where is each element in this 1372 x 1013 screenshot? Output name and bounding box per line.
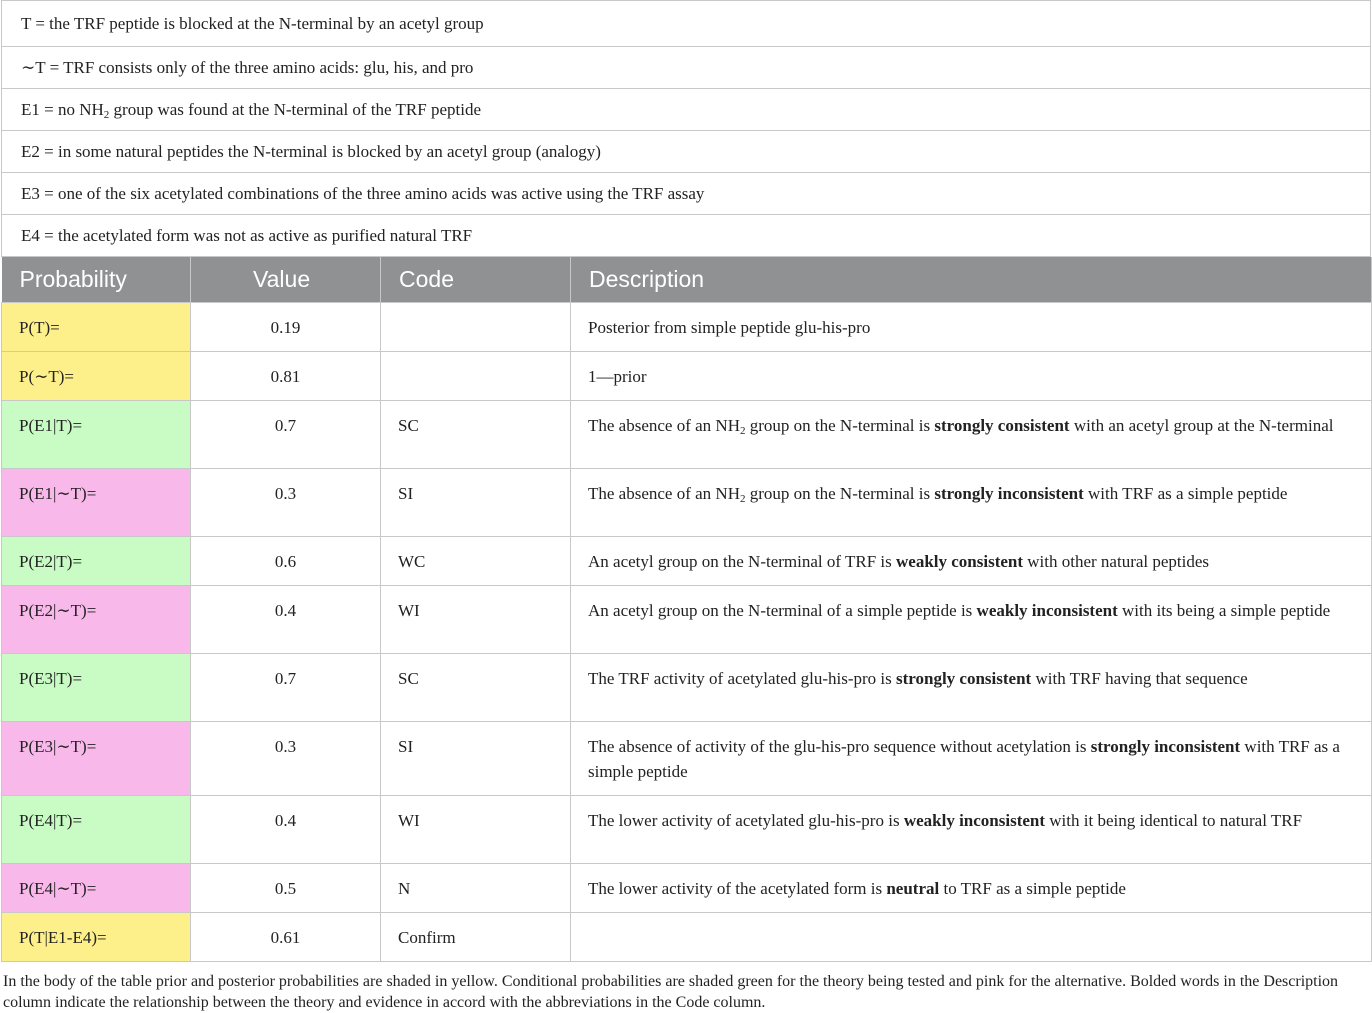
relationship-term: weakly consistent <box>896 551 1024 571</box>
code-cell <box>381 351 571 400</box>
probability-cell: P(E1|∼T)= <box>2 468 191 536</box>
code-cell: SC <box>381 400 571 468</box>
definition-e4: E4 = the acetylated form was not as active as purified natural TRF <box>2 215 1371 257</box>
relationship-term: strongly inconsistent <box>1090 736 1241 756</box>
table-row <box>2 721 1372 795</box>
value-cell: 0.4 <box>191 585 381 653</box>
definition-row <box>2 1 1371 47</box>
table-row <box>2 863 1372 912</box>
description-text: with TRF having that sequence <box>1031 668 1248 688</box>
value-cell: 0.81 <box>191 351 381 400</box>
table-row <box>2 585 1372 653</box>
definition-e1-subscript: 2 <box>103 108 110 121</box>
description-text: An acetyl group on the N-terminal of TRF is <box>588 551 896 571</box>
description-text: The lower activity of acetylated glu-his-pro is <box>588 810 904 830</box>
table-row <box>2 653 1372 721</box>
value-cell: 0.6 <box>191 536 381 585</box>
table-footnote: In the body of the table prior and posterior probabilities are shaded in yellow. Conditional probabilities are shaded green for the theory being tested and pink for the alternative. Bolded words in the Description column indicate the relationship between the theory and evidence in accord with the abbreviations in the Code column. <box>3 972 1339 1011</box>
description-cell <box>571 721 1372 795</box>
description-text: group on the N-terminal is <box>745 415 935 435</box>
table-row <box>2 302 1372 351</box>
relationship-term: neutral <box>886 878 940 898</box>
definition-row <box>2 131 1371 173</box>
value-cell: 0.7 <box>191 400 381 468</box>
value-cell: 0.3 <box>191 468 381 536</box>
description-cell <box>571 536 1372 585</box>
table-row <box>2 912 1372 961</box>
definition-e2: E2 = in some natural peptides the N-terminal is blocked by an acetyl group (analogy) <box>2 131 1371 173</box>
description-text: The absence of an NH <box>588 415 740 435</box>
table-row <box>2 536 1372 585</box>
description-text: Posterior from simple peptide glu-his-pro <box>588 317 871 337</box>
relationship-term: weakly inconsistent <box>976 600 1118 620</box>
code-cell: SC <box>381 653 571 721</box>
definition-e1-suffix: group was found at the N-terminal of the TRF peptide <box>109 99 481 119</box>
description-subscript: 2 <box>740 492 746 505</box>
definition-e3: E3 = one of the six acetylated combinations of the three amino acids was active using the TRF assay <box>2 173 1371 215</box>
code-cell: WI <box>381 795 571 863</box>
value-cell: 0.4 <box>191 795 381 863</box>
description-text: with other natural peptides <box>1023 551 1210 571</box>
description-cell <box>571 468 1372 536</box>
description-cell <box>571 351 1372 400</box>
description-text: The lower activity of the acetylated form is <box>588 878 887 898</box>
relationship-term: weakly inconsistent <box>903 810 1046 830</box>
definitions-table <box>1 0 1371 257</box>
description-cell <box>571 863 1372 912</box>
description-text: with it being identical to natural TRF <box>1045 810 1303 830</box>
description-text: An acetyl group on the N-terminal of a simple peptide is <box>588 600 977 620</box>
probability-cell: P(E2|T)= <box>2 536 191 585</box>
description-text: with its being a simple peptide <box>1117 600 1331 620</box>
probability-cell: P(T)= <box>2 302 191 351</box>
probability-cell: P(E3|T)= <box>2 653 191 721</box>
header-description: Description <box>571 257 1372 302</box>
probability-cell: P(E1|T)= <box>2 400 191 468</box>
relationship-term: strongly consistent <box>934 415 1070 435</box>
probability-cell: P(T|E1-E4)= <box>2 912 191 961</box>
description-text: to TRF as a simple peptide <box>939 878 1126 898</box>
table-row <box>2 351 1372 400</box>
value-cell: 0.19 <box>191 302 381 351</box>
probability-cell: P(∼T)= <box>2 351 191 400</box>
bayesian-table-figure <box>1 0 1371 1013</box>
value-cell: 0.5 <box>191 863 381 912</box>
definition-e1 <box>2 89 1371 131</box>
table-row <box>2 468 1372 536</box>
description-text: The absence of an NH <box>588 483 740 503</box>
header-code: Code <box>381 257 571 302</box>
definition-e1-prefix: E1 = no NH <box>21 99 104 119</box>
description-text: The TRF activity of acetylated glu-his-pro is <box>588 668 896 688</box>
value-cell: 0.3 <box>191 721 381 795</box>
probability-table <box>1 257 1372 962</box>
description-text: with an acetyl group at the N-terminal <box>1069 415 1334 435</box>
definition-not-t: ∼T = TRF consists only of the three amino acids: glu, his, and pro <box>2 47 1371 89</box>
definition-row <box>2 89 1371 131</box>
table-row <box>2 795 1372 863</box>
probability-cell: P(E4|∼T)= <box>2 863 191 912</box>
description-cell <box>571 400 1372 468</box>
description-cell <box>571 795 1372 863</box>
description-subscript: 2 <box>740 424 746 437</box>
description-text: with TRF as a simple peptide <box>588 736 1340 781</box>
definition-row <box>2 47 1371 89</box>
description-cell <box>571 912 1372 961</box>
description-text: 1—prior <box>588 366 647 386</box>
code-cell: WC <box>381 536 571 585</box>
description-cell <box>571 653 1372 721</box>
definition-row <box>2 173 1371 215</box>
description-text: The absence of activity of the glu-his-pro sequence without acetylation is <box>588 736 1091 756</box>
code-cell: WI <box>381 585 571 653</box>
probability-cell: P(E3|∼T)= <box>2 721 191 795</box>
description-text: with TRF as a simple peptide <box>1083 483 1288 503</box>
header-probability: Probability <box>2 257 191 302</box>
relationship-term: strongly inconsistent <box>934 483 1084 503</box>
description-cell <box>571 585 1372 653</box>
probability-cell: P(E4|T)= <box>2 795 191 863</box>
probability-cell: P(E2|∼T)= <box>2 585 191 653</box>
code-cell: Confirm <box>381 912 571 961</box>
code-cell: SI <box>381 468 571 536</box>
value-cell: 0.7 <box>191 653 381 721</box>
description-cell <box>571 302 1372 351</box>
definition-t: T = the TRF peptide is blocked at the N-terminal by an acetyl group <box>2 1 1371 47</box>
definition-row <box>2 215 1371 257</box>
relationship-term: strongly consistent <box>895 668 1032 688</box>
code-cell: SI <box>381 721 571 795</box>
code-cell <box>381 302 571 351</box>
description-text: group on the N-terminal is <box>745 483 935 503</box>
code-cell: N <box>381 863 571 912</box>
table-header-row <box>2 257 1372 302</box>
table-row <box>2 400 1372 468</box>
header-value: Value <box>191 257 381 302</box>
value-cell: 0.61 <box>191 912 381 961</box>
